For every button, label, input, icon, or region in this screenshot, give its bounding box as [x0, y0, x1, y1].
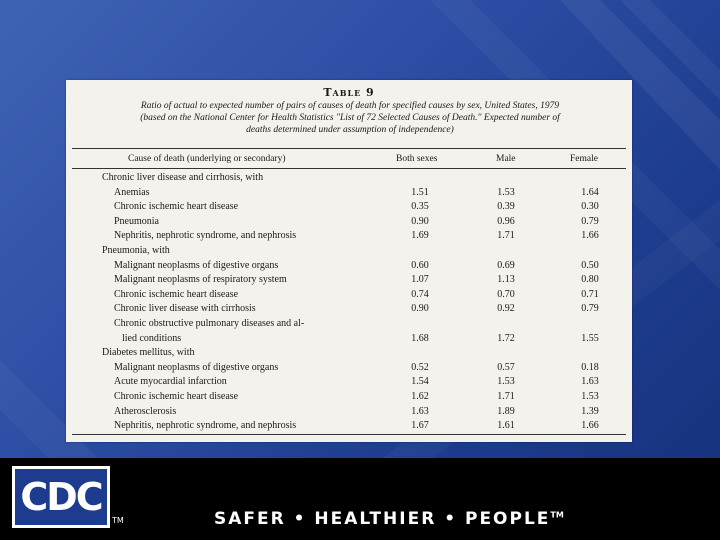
row-label: Chronic obstructive pulmonary diseases and al- — [114, 318, 305, 329]
table-caption — [72, 100, 628, 136]
cell-male: 0.96 — [497, 215, 515, 227]
table-row — [66, 216, 632, 229]
cell-both: 0.35 — [411, 201, 429, 213]
cell-male: 0.57 — [497, 361, 515, 373]
column-header-both-sexes: Both sexes — [396, 154, 438, 164]
table-row — [66, 289, 632, 302]
column-header-cause: Cause of death (underlying or secondary) — [128, 154, 286, 164]
cell-both: 0.74 — [411, 288, 429, 300]
table-row — [66, 391, 632, 404]
table-row — [66, 230, 632, 243]
cell-male: 1.71 — [497, 391, 515, 402]
table-title: Table 9 — [323, 86, 375, 99]
header-bottom-rule — [72, 168, 626, 169]
cell-male: 0.70 — [497, 288, 515, 300]
column-header-male: Male — [496, 154, 516, 164]
table-row — [66, 187, 632, 200]
row-label: Malignant neoplasms of respiratory system — [114, 274, 287, 286]
row-label: lied conditions — [122, 332, 182, 344]
cell-female: 1.66 — [581, 420, 599, 432]
cell-female: 0.71 — [581, 288, 599, 300]
cell-male: 1.71 — [497, 230, 515, 242]
row-label: Chronic liver disease with cirrhosis — [114, 303, 256, 315]
cell-male: 0.39 — [497, 201, 515, 213]
cell-male: 1.72 — [497, 332, 515, 344]
row-label: Anemias — [114, 186, 150, 198]
table-row — [66, 347, 632, 360]
cell-female: 1.66 — [581, 230, 599, 242]
cell-female: 1.64 — [581, 186, 599, 198]
cell-both: 0.90 — [411, 215, 429, 227]
cell-female: 1.63 — [581, 376, 599, 388]
cell-both: 1.69 — [411, 230, 429, 242]
table-row — [66, 260, 632, 273]
tagline-trademark: TM — [550, 510, 564, 520]
cell-both: 1.62 — [411, 391, 429, 402]
cell-both: 1.51 — [411, 186, 429, 198]
table-scan — [66, 80, 632, 442]
cell-male: 0.69 — [497, 259, 515, 271]
table-row — [66, 201, 632, 214]
tagline — [214, 509, 564, 529]
cell-female: 0.18 — [581, 361, 599, 373]
table-row — [66, 376, 632, 389]
cell-both: 0.90 — [411, 303, 429, 315]
row-label: Chronic ischemic heart disease — [114, 201, 239, 213]
cell-female: 1.39 — [581, 405, 599, 417]
cell-female: 0.50 — [581, 259, 599, 271]
header-top-rule — [72, 148, 626, 149]
cell-male: 1.61 — [497, 420, 515, 432]
table-row — [66, 303, 632, 316]
cell-female: 0.79 — [581, 215, 599, 227]
row-label: Nephritis, nephrotic syndrome, and nephrosis — [114, 420, 297, 432]
cell-both: 1.67 — [411, 420, 429, 432]
cell-both: 1.68 — [411, 332, 429, 344]
column-header-female: Female — [570, 154, 598, 164]
row-label: Acute myocardial infarction — [114, 376, 227, 388]
table-row — [66, 318, 632, 331]
row-label: Chronic ischemic heart disease — [114, 288, 239, 300]
caption-line: Ratio of actual to expected number of pairs of causes of death for specified causes by sex, United States, 1979 — [140, 101, 560, 111]
cell-male: 0.92 — [497, 303, 515, 315]
row-label: Malignant neoplasms of digestive organs — [114, 361, 279, 373]
table-row — [66, 245, 632, 258]
table-row — [66, 333, 632, 346]
tagline-text: SAFER • HEALTHIER • PEOPLE — [214, 509, 551, 529]
table-row — [66, 274, 632, 287]
table-row — [66, 420, 632, 433]
caption-line: (based on the National Center for Health Statistics "List of 72 Selected Causes of Death." Expected number of — [140, 113, 560, 123]
cell-male: 1.89 — [497, 405, 515, 417]
table-row — [66, 172, 632, 185]
cell-male: 1.13 — [497, 274, 515, 286]
row-label: Atherosclerosis — [114, 405, 177, 417]
cell-both: 0.60 — [411, 259, 429, 271]
cell-male: 1.53 — [497, 376, 515, 388]
logo-trademark: TM — [112, 516, 124, 525]
cell-female: 1.55 — [581, 332, 599, 344]
cell-both: 0.52 — [411, 361, 429, 373]
cell-female: 0.30 — [581, 201, 599, 213]
cell-both: 1.07 — [411, 274, 429, 286]
row-label: Malignant neoplasms of digestive organs — [114, 259, 279, 271]
caption-line: deaths determined under assumption of independence) — [246, 125, 454, 135]
cell-male: 1.53 — [497, 186, 515, 198]
row-label: Pneumonia, with — [102, 245, 170, 256]
row-label: Chronic ischemic heart disease — [114, 391, 239, 402]
cdc-logo: CDC — [12, 466, 110, 528]
row-label: Pneumonia — [114, 215, 159, 227]
row-label: Chronic liver disease and cirrhosis, with — [102, 172, 264, 183]
row-label: Nephritis, nephrotic syndrome, and nephrosis — [114, 230, 297, 242]
table-bottom-rule — [72, 434, 626, 435]
table-row — [66, 362, 632, 375]
cell-female: 1.53 — [581, 391, 599, 402]
cell-both: 1.63 — [411, 405, 429, 417]
row-label: Diabetes mellitus, with — [102, 347, 195, 359]
table-row — [66, 406, 632, 419]
cell-female: 0.79 — [581, 303, 599, 315]
cell-female: 0.80 — [581, 274, 599, 286]
cell-both: 1.54 — [411, 376, 429, 388]
